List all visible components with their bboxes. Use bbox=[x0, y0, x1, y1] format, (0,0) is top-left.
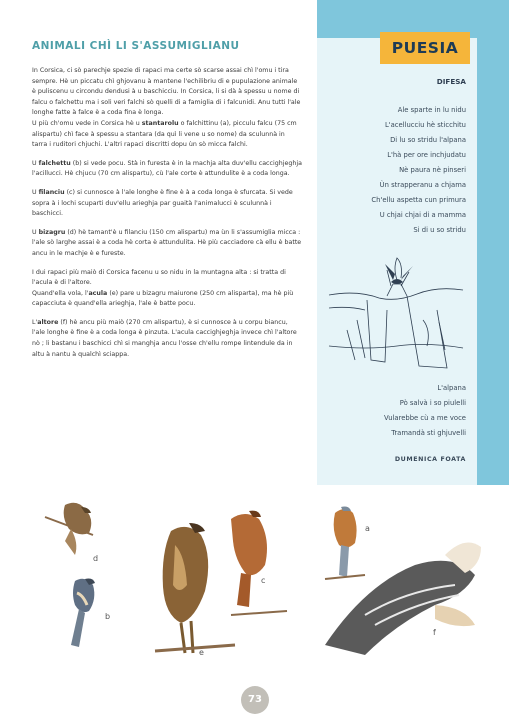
paragraph: U bizagru (d) hè tamant'è u filanciu (150 cm alispartu) ma ùn li s'assumiglia micca : l'ale sò larghe assai è a coda hè corta è attundulita. Hè più cacciadore cà ellu è batte ancu in le machje è e fureste. bbox=[32, 228, 302, 257]
bird-f-illustration bbox=[325, 543, 481, 656]
paragraph: U filanciu (c) si cunnosce à l'ale longhe è fine è à a coda longa è sfurcata. Si vede sopra à i lochi scuparti duv'ellu arieghja par guaità l'animalucci è sculunnà i baschicci. bbox=[32, 188, 293, 218]
poem-author: DUMENICA FOATA bbox=[394, 456, 466, 463]
page-number: 73 bbox=[241, 686, 269, 714]
raptors-illustration bbox=[35, 495, 483, 663]
bird-c-illustration bbox=[231, 511, 287, 615]
bird-a-illustration bbox=[325, 507, 365, 580]
poem-line: Ch'ellu aspetta cun primura bbox=[371, 196, 466, 204]
paragraph: U più ch'omu vede in Corsica hè u stantarolu o falchittinu (a), picculu falcu (75 cm alispartu) chì face à spessu a stantara (da quì li vene u so nome) da sculunnà in tarra i ruditori chjuchi. L'altri rapaci discritti dopu ùn sò micca falchi. bbox=[32, 119, 297, 149]
poem-line: Di lu so stridu l'alpana bbox=[390, 136, 466, 144]
poem-line: Nè paura nè pinseri bbox=[399, 166, 466, 174]
poem-line: Tramandà sti ghjuvelli bbox=[391, 429, 466, 437]
poem-line: Ale sparte in lu nidu bbox=[397, 106, 466, 114]
bird-b-illustration bbox=[71, 579, 95, 648]
bird-label: a bbox=[365, 524, 370, 533]
poem-line: U chjai chjai di a mamma bbox=[379, 211, 466, 219]
paragraph: In Corsica, ci sò parechje spezie di rapaci ma certe sò scarse assai chì l'omu i tira sempre. Hè un piccatu chì ghjovanu à mantene l'echilibriu di e pupulazione animale è puliscenu u circondu dendusi à u baschicciu. In Corsica, li si dà à spessu u nome di falcu o falchettu ma i soli veri falchi sò quelli di a famiglia di i falcunidi. Anu tutti l'ale longhe fatte à falce è a coda fina è longa. bbox=[32, 67, 301, 117]
poem-line: L'alpana bbox=[437, 384, 466, 392]
section-badge: PUESIA bbox=[380, 32, 470, 64]
paragraph: U falchettu (b) si vede pocu. Stà in furesta è in la machja alta duv'ellu caccighjeghja l'acillucci. Hè chjucu (70 cm alispartu), cù l'ale corte è attundulite è a coda longa. bbox=[32, 159, 302, 178]
bird-label: e bbox=[199, 648, 204, 657]
poem-line: Vularebbe cù a me voce bbox=[384, 414, 466, 422]
bird-label: f bbox=[433, 628, 436, 637]
poem-line: Pò salvà i so piulelli bbox=[399, 399, 466, 407]
poem-stanza-2 bbox=[320, 381, 466, 441]
paragraph: I dui rapaci più maiò di Corsica facenu u so nidu in la muntagna alta : si tratta di l'acula è di l'altore. bbox=[32, 268, 286, 287]
poem-line: L'acellucciu hè sticchitu bbox=[384, 121, 466, 129]
poem-title: DIFESA bbox=[436, 77, 466, 86]
article-body bbox=[32, 66, 302, 368]
bird-label: c bbox=[261, 576, 266, 585]
poem-line: L'hà per ore inchjudatu bbox=[387, 151, 466, 159]
eagle-nest-sketch bbox=[327, 250, 465, 372]
article-title: ANIMALI CHÌ LI S'ASSUMIGLIANU bbox=[32, 40, 240, 52]
bird-e-illustration bbox=[155, 523, 235, 653]
bird-label: b bbox=[105, 612, 111, 621]
paragraph: Quand'ella vola, l'acula (e) pare u bizagru maiurone (250 cm alisparta), ma hè più capacciuta è quand'ella arieghja, l'ale è batte pocu. bbox=[32, 289, 294, 308]
bird-d-illustration bbox=[45, 503, 93, 555]
poem-line: Si di u so stridu bbox=[413, 226, 466, 234]
poem-line: Ùn strapperanu a chjama bbox=[379, 181, 466, 189]
poem-stanza-1 bbox=[320, 103, 466, 238]
paragraph: L'altore (f) hè ancu più maiò (270 cm alispartu), è si cunnosce à u corpu biancu, l'ale longhe è fine è a coda longa è pinzuta. L'acula caccighjeghja invece chì l'altore nò ; li bastanu i baschicci chì si manghja ancu l'osse ch'ellu rompe lintendule da in altu à nantu à qualchì sciappa. bbox=[32, 318, 297, 358]
bird-label: d bbox=[93, 554, 99, 563]
